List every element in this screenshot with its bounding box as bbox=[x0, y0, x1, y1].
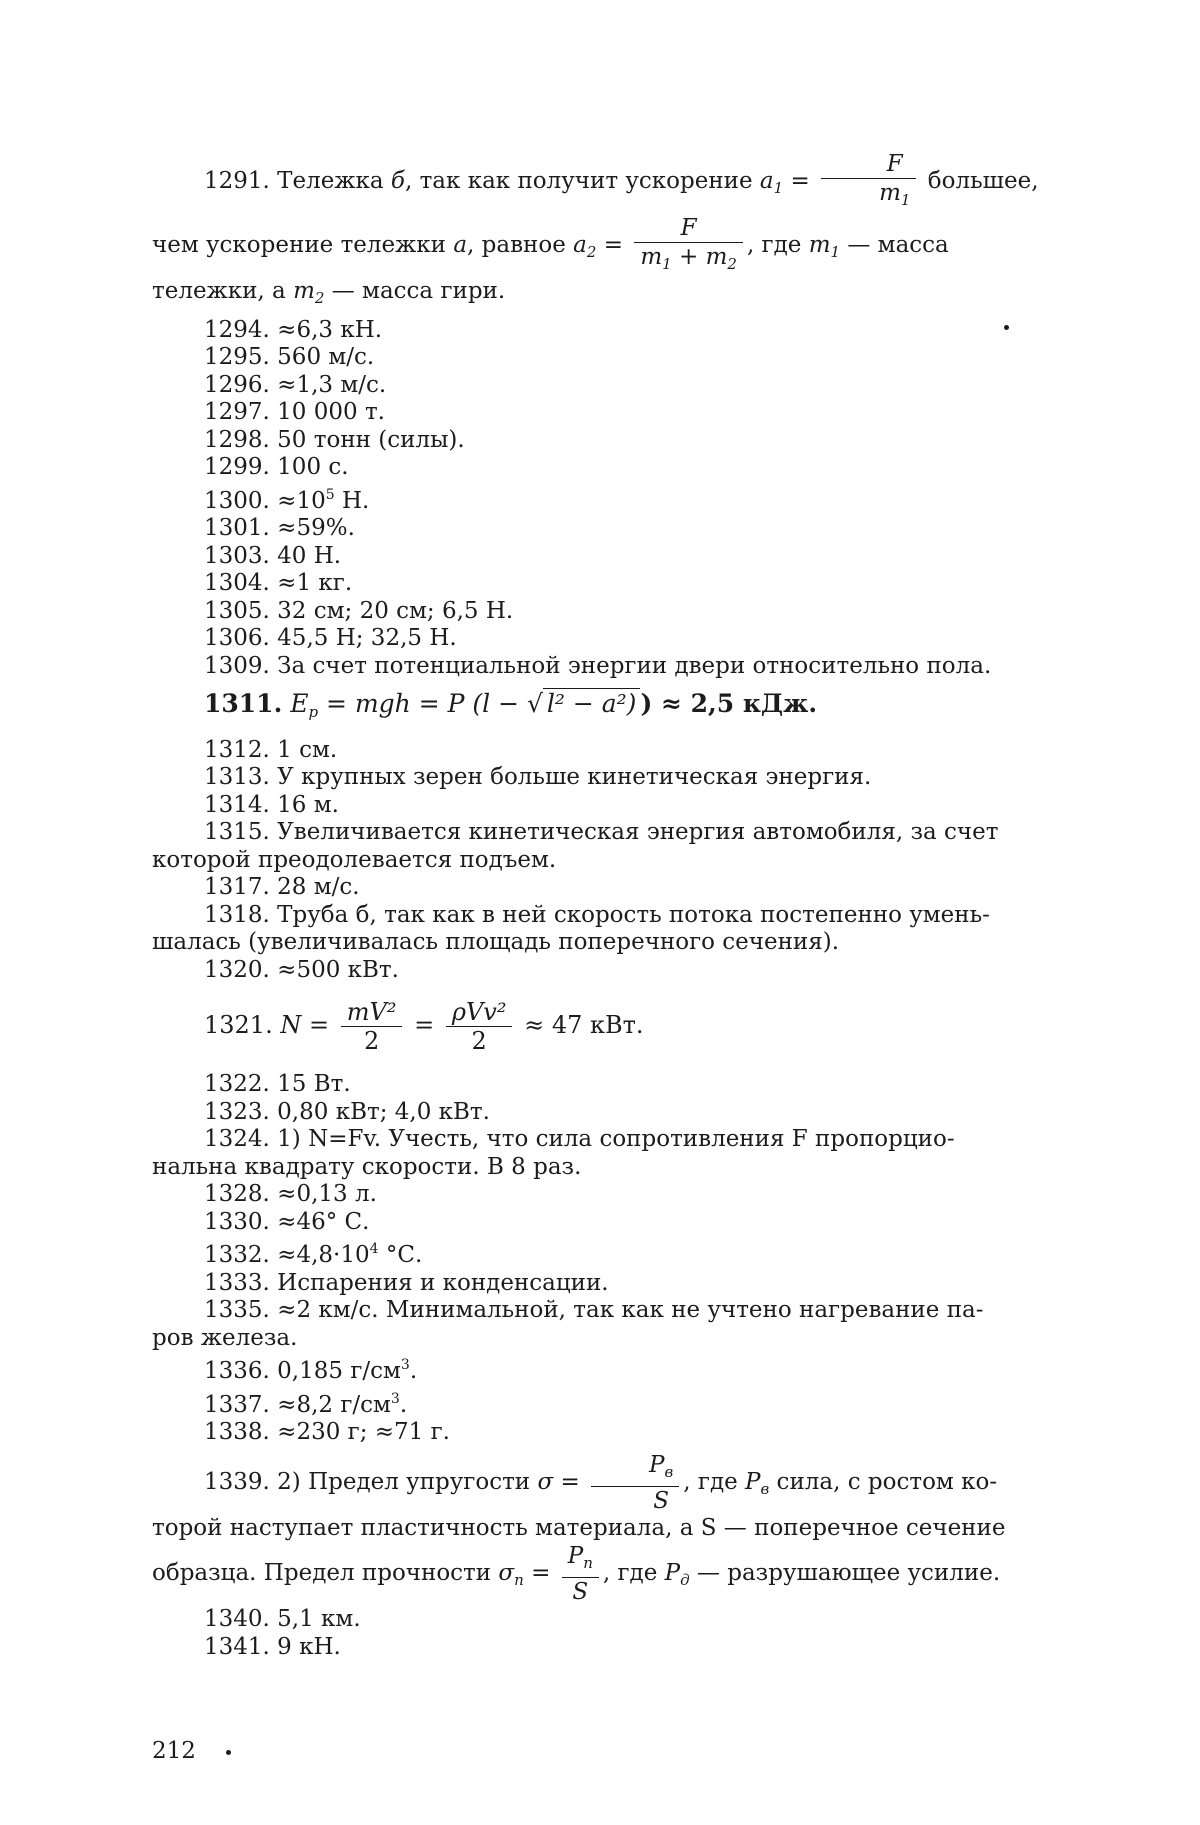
entry-text: У крупных зерен больше кинетическая энергия. bbox=[277, 764, 872, 790]
entry-text: 5,1 км. bbox=[277, 1606, 361, 1632]
entry-text: которой преодолевается подъем. bbox=[152, 846, 557, 873]
entry-text: сила, с ростом ко- bbox=[769, 1468, 998, 1495]
fraction-density bbox=[446, 998, 513, 1055]
subscript: p bbox=[308, 703, 319, 721]
text: , где bbox=[746, 232, 809, 258]
entry-text: ≈10 bbox=[277, 487, 326, 514]
entry-text: 16 м. bbox=[277, 791, 339, 818]
entry bbox=[152, 598, 1057, 626]
entry-text: шалась (увеличивалась площадь поперечного сечения). bbox=[152, 929, 840, 955]
entry-text: За счет потенциальной энергии двери относительно пола. bbox=[277, 652, 992, 679]
entry-number: 1311. bbox=[204, 689, 283, 718]
fraction-a2 bbox=[634, 214, 743, 278]
entry-text: 0,80 кВт; 4,0 кВт. bbox=[277, 1098, 490, 1125]
subscript: д bbox=[680, 1571, 690, 1589]
var-P: P bbox=[745, 1468, 761, 1495]
entry-text: 9 кН. bbox=[277, 1633, 341, 1660]
page-number: 212 bbox=[152, 1738, 196, 1764]
denominator: S bbox=[591, 1486, 679, 1515]
entry-text: 15 Вт. bbox=[277, 1071, 351, 1097]
entry-1336 bbox=[152, 1352, 1057, 1386]
var-P: P bbox=[649, 1451, 665, 1478]
fraction-elastic bbox=[591, 1451, 679, 1515]
subscript: 2 bbox=[314, 289, 325, 307]
entry-text: 32 см; 20 см; 6,5 Н. bbox=[277, 597, 514, 624]
entry-text: 50 тонн (силы). bbox=[277, 426, 465, 453]
entry-1335 bbox=[152, 1297, 1057, 1352]
entry bbox=[152, 625, 1057, 653]
entry-text: нальна квадрату скорости. В 8 раз. bbox=[152, 1153, 582, 1180]
entry-text: 560 м/с. bbox=[277, 344, 375, 370]
var-a1: a bbox=[759, 168, 774, 194]
entry bbox=[152, 515, 1057, 543]
entry-number: 1314. bbox=[204, 791, 270, 818]
var-m: m bbox=[879, 180, 901, 206]
entry-text: , где bbox=[683, 1468, 746, 1495]
answers-block bbox=[152, 150, 1057, 1661]
entry-1333 bbox=[152, 1270, 1057, 1298]
entry-number: 1299. bbox=[204, 454, 270, 480]
formula-result: ) ≈ 2,5 кДж. bbox=[640, 689, 818, 718]
entry-1332 bbox=[152, 1236, 1057, 1270]
subscript: 1 bbox=[830, 243, 841, 261]
var-m: m bbox=[808, 232, 831, 258]
entry-1339 bbox=[152, 1451, 1057, 1607]
entry-text: ≈46° С. bbox=[277, 1208, 370, 1235]
entry-number: 1303. bbox=[204, 542, 270, 569]
text: большее, bbox=[920, 168, 1039, 194]
numerator: F bbox=[886, 151, 903, 177]
superscript: 5 bbox=[325, 486, 335, 503]
entry bbox=[152, 792, 1057, 820]
entry-number: 1335. bbox=[204, 1297, 270, 1323]
numerator: mV² bbox=[346, 998, 397, 1026]
entry-number: 1328. bbox=[204, 1181, 270, 1207]
entry bbox=[152, 764, 1057, 792]
var-P: P bbox=[567, 1543, 584, 1569]
entry-number: 1315. bbox=[204, 819, 270, 845]
entry-number: 1321. bbox=[204, 1011, 273, 1039]
entry-text: — разрушающее усилие. bbox=[689, 1560, 1001, 1586]
var-m: m bbox=[705, 244, 728, 270]
entry bbox=[152, 372, 1057, 400]
entry-text: . bbox=[409, 1358, 418, 1384]
subscript: 2 bbox=[727, 255, 737, 273]
entry-text: ≈4,8·10 bbox=[277, 1242, 370, 1268]
numerator: ρVv² bbox=[451, 998, 507, 1026]
entry-number: 1312. bbox=[204, 736, 270, 763]
entry-number: 1298. bbox=[204, 426, 270, 453]
text: — масса bbox=[840, 232, 949, 258]
entry-text: 100 с. bbox=[277, 454, 349, 480]
denominator bbox=[821, 178, 916, 214]
plus: + bbox=[671, 244, 706, 270]
dot-mark bbox=[226, 1750, 231, 1755]
entry-number: 1323. bbox=[204, 1098, 270, 1125]
entry-text: , где bbox=[602, 1560, 665, 1586]
entry-number: 1297. bbox=[204, 399, 270, 425]
entry-text: Увеличивается кинетическая энергия автомобиля, за счет bbox=[277, 819, 999, 845]
denominator: S bbox=[562, 1577, 599, 1606]
entry-text: ≈0,13 л. bbox=[277, 1181, 377, 1207]
subscript: 2 bbox=[586, 243, 597, 261]
entry bbox=[152, 344, 1057, 372]
entry-number: 1318. bbox=[204, 901, 270, 928]
entry-1318 bbox=[152, 902, 1057, 957]
entry-text: 10 000 т. bbox=[277, 399, 385, 425]
entry bbox=[152, 454, 1057, 482]
entry-text: 40 Н. bbox=[277, 542, 342, 569]
entry bbox=[152, 317, 1057, 345]
entry-number: 1339. bbox=[204, 1468, 270, 1495]
text: тележки, а bbox=[152, 278, 294, 304]
text: чем ускорение тележки bbox=[152, 232, 454, 258]
entry-number: 1300. bbox=[204, 487, 270, 514]
entry-number: 1340. bbox=[204, 1606, 270, 1632]
var-a: а bbox=[453, 232, 468, 258]
entry-number: 1309. bbox=[204, 652, 270, 679]
text: Тележка bbox=[277, 168, 391, 194]
var-P: P bbox=[664, 1560, 681, 1586]
entry-text: ≈8,2 г/см bbox=[277, 1391, 391, 1418]
entry-text: торой наступает пластичность материала, а S — поперечное сечение bbox=[152, 1514, 1006, 1541]
entry-text: 1 см. bbox=[277, 736, 338, 763]
entry-text: . bbox=[399, 1391, 408, 1418]
entry-text: °С. bbox=[378, 1242, 423, 1268]
entry-text: ≈500 кВт. bbox=[277, 956, 399, 983]
entry-1324 bbox=[152, 1126, 1057, 1181]
entry-text: ≈2 км/с. Минимальной, так как не учтено нагревание па- bbox=[277, 1297, 984, 1323]
entry-text: 1) N=Fv. Учесть, что сила сопротивления F пропорцио- bbox=[277, 1126, 955, 1152]
entry-text: Испарения и конденсации. bbox=[277, 1269, 609, 1296]
entry-number: 1294. bbox=[204, 316, 270, 343]
entry-number: 1333. bbox=[204, 1269, 270, 1296]
entry-1337 bbox=[152, 1386, 1057, 1420]
text: — масса гири. bbox=[324, 278, 506, 304]
entry bbox=[152, 1099, 1057, 1127]
var-m: m bbox=[640, 244, 663, 270]
entry-1291 bbox=[152, 150, 1057, 313]
entry-text: 45,5 Н; 32,5 Н. bbox=[277, 625, 457, 651]
subscript: 1 bbox=[900, 191, 911, 209]
superscript: 3 bbox=[400, 1357, 410, 1373]
equals: = bbox=[406, 1011, 442, 1039]
entry-text: ≈1 кг. bbox=[277, 570, 353, 596]
denominator bbox=[634, 242, 743, 278]
subscript: 1 bbox=[773, 179, 784, 197]
equals: = bbox=[783, 168, 818, 194]
equals: = bbox=[596, 232, 631, 258]
entry-number: 1338. bbox=[204, 1419, 270, 1445]
entry bbox=[152, 653, 1057, 681]
numerator: F bbox=[680, 215, 697, 241]
entry-number: 1337. bbox=[204, 1391, 270, 1418]
entry-1315 bbox=[152, 819, 1057, 874]
equals: = bbox=[523, 1560, 558, 1586]
entry bbox=[152, 543, 1057, 571]
formula-text: = mgh = P (l − √ bbox=[318, 689, 543, 718]
entry-number: 1306. bbox=[204, 625, 270, 651]
entry bbox=[152, 1606, 1057, 1634]
subscript: 1 bbox=[662, 255, 672, 273]
entry-number: 1320. bbox=[204, 956, 270, 983]
entry bbox=[152, 1181, 1057, 1209]
entry-text: ≈6,3 кН. bbox=[277, 316, 383, 343]
denominator: 2 bbox=[341, 1026, 403, 1055]
entry-number: 1301. bbox=[204, 515, 270, 541]
var-N: N = bbox=[280, 1011, 337, 1039]
var-a2: a bbox=[573, 232, 587, 258]
text: , равное bbox=[467, 232, 574, 258]
var-E: E bbox=[290, 689, 309, 718]
denominator: 2 bbox=[446, 1026, 513, 1055]
entry-text: образца. Предел прочности bbox=[152, 1560, 499, 1586]
entry-number: 1291. bbox=[204, 168, 270, 194]
fraction-a1 bbox=[821, 150, 916, 214]
entry-text: Н. bbox=[334, 487, 370, 514]
fraction-strength bbox=[562, 1542, 599, 1606]
entry-text: 2) Предел упругости bbox=[277, 1468, 538, 1495]
var-m: m bbox=[293, 278, 315, 304]
entry-number: 1313. bbox=[204, 764, 270, 790]
entry-1300 bbox=[152, 482, 1057, 516]
subscript: п bbox=[514, 1571, 524, 1589]
superscript: 4 bbox=[369, 1241, 379, 1257]
entry-text: 28 м/с. bbox=[277, 874, 360, 900]
entry-number: 1317. bbox=[204, 874, 270, 900]
entry bbox=[152, 570, 1057, 598]
entry-number: 1332. bbox=[204, 1242, 270, 1268]
entry-text: ров железа. bbox=[152, 1324, 298, 1351]
entry bbox=[152, 1071, 1057, 1099]
entry-1317 bbox=[152, 874, 1057, 902]
entry-number: 1304. bbox=[204, 570, 270, 596]
radicand: l² − a²) bbox=[543, 688, 641, 718]
entry-number: 1305. bbox=[204, 597, 270, 624]
entry-number: 1295. bbox=[204, 344, 270, 370]
entry-text: ≈59%. bbox=[277, 515, 355, 541]
entry bbox=[152, 1634, 1057, 1662]
subscript: в bbox=[664, 1462, 674, 1481]
entry bbox=[152, 737, 1057, 765]
numerator bbox=[562, 1542, 599, 1577]
superscript: 3 bbox=[390, 1390, 400, 1407]
entry-1320 bbox=[152, 957, 1057, 985]
entry bbox=[152, 1209, 1057, 1237]
subscript: в bbox=[760, 1479, 770, 1498]
entry-number: 1336. bbox=[204, 1358, 270, 1384]
entry bbox=[152, 427, 1057, 455]
var-sigma: σ = bbox=[537, 1468, 588, 1495]
entry-1311 bbox=[152, 690, 1057, 727]
entry-number: 1341. bbox=[204, 1633, 270, 1660]
entry-text: ≈230 г; ≈71 г. bbox=[277, 1419, 450, 1445]
subscript: п bbox=[583, 1554, 593, 1572]
var-b: б bbox=[390, 168, 405, 194]
text: , так как получит ускорение bbox=[404, 168, 760, 194]
entry-number: 1322. bbox=[204, 1071, 270, 1097]
entry-number: 1324. bbox=[204, 1126, 270, 1152]
entry-number: 1296. bbox=[204, 371, 270, 398]
entry-text: 0,185 г/см bbox=[277, 1358, 401, 1384]
formula-result: ≈ 47 кВт. bbox=[516, 1011, 644, 1039]
entry-text: ≈1,3 м/с. bbox=[277, 371, 387, 398]
entry-text: Труба б, так как в ней скорость потока постепенно умень- bbox=[277, 901, 990, 928]
var-sigma: σ bbox=[498, 1560, 515, 1586]
numerator bbox=[591, 1451, 679, 1486]
fraction-kinetic bbox=[341, 998, 403, 1055]
page-footer bbox=[152, 1738, 231, 1764]
entry bbox=[152, 399, 1057, 427]
entry-1338 bbox=[152, 1419, 1057, 1447]
entry-number: 1330. bbox=[204, 1208, 270, 1235]
entry-1321 bbox=[152, 998, 1057, 1055]
